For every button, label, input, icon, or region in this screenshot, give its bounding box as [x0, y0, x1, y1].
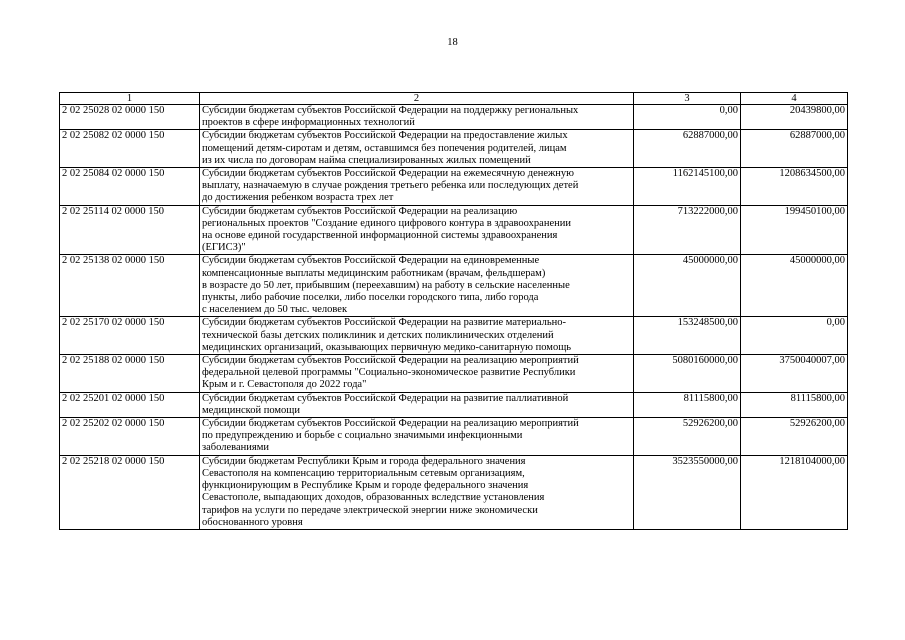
revenue-description [200, 392, 634, 417]
table-row [60, 168, 848, 206]
amount-col-3: 81115800,00 [634, 392, 741, 417]
amount-col-3: 62887000,00 [634, 130, 741, 168]
revenue-description [200, 455, 634, 529]
description-line: Субсидии бюджетам субъектов Российской Федерации на единовременные [202, 255, 540, 267]
amount-col-4: 20439800,00 [741, 105, 848, 130]
revenue-description [200, 418, 634, 456]
description-line: Субсидии бюджетам субъектов Российской Федерации на реализацию [202, 205, 518, 217]
page-number: 18 [447, 37, 458, 48]
description-line: Субсидии бюджетам субъектов Российской Федерации на реализацию мероприятий [202, 418, 579, 430]
amount-col-4: 0,00 [741, 317, 848, 355]
description-line: Субсидии бюджетам субъектов Российской Федерации на предоставление жилых [202, 130, 568, 142]
description-line: на основе единой государственной информационной системы здравоохранения [202, 230, 558, 242]
revenue-description [200, 168, 634, 206]
description-line: Субсидии бюджетам Республики Крым и города федерального значения [202, 455, 526, 467]
description-line: пункты, либо рабочие поселки, либо поселки городского типа, либо города [202, 292, 539, 304]
description-line: обоснованного уровня [202, 516, 303, 528]
column-header-3: 3 [634, 93, 741, 105]
description-line: по предупреждению и борьбе с социально значимыми инфекционными [202, 430, 523, 442]
amount-col-4: 81115800,00 [741, 392, 848, 417]
table-row [60, 455, 848, 529]
description-line: технической базы детских поликлиник и детских поликлинических отделений [202, 329, 554, 341]
amount-col-3: 3523550000,00 [634, 455, 741, 529]
classification-code: 2 02 25084 02 0000 150 [60, 168, 200, 206]
table-row [60, 255, 848, 317]
classification-code: 2 02 25188 02 0000 150 [60, 355, 200, 393]
description-line: компенсационные выплаты медицинским работникам (врачам, фельдшерам) [202, 267, 546, 279]
table-row [60, 205, 848, 255]
table-row [60, 418, 848, 456]
description-line: до достижения ребенком возраста трех лет [202, 192, 394, 204]
table-row [60, 130, 848, 168]
description-line: из их числа по договорам найма специализированных жилых помещений [202, 154, 531, 166]
revenue-description [200, 317, 634, 355]
table-row [60, 355, 848, 393]
budget-table [59, 92, 848, 530]
table-row [60, 392, 848, 417]
description-line: функционирующим в Республике Крым и городе федерального значения [202, 480, 529, 492]
description-line: тарифов на услуги по передаче электрической энергии ниже экономически [202, 504, 538, 516]
amount-col-3: 5080160000,00 [634, 355, 741, 393]
description-line: помещений детям-сиротам и детям, оставшимся без попечения родителей, лицам [202, 142, 567, 154]
classification-code: 2 02 25202 02 0000 150 [60, 418, 200, 456]
revenue-description [200, 105, 634, 130]
classification-code: 2 02 25218 02 0000 150 [60, 455, 200, 529]
description-line: медицинской помощи [202, 404, 300, 416]
description-line: Крым и г. Севастополя до 2022 года" [202, 379, 367, 391]
table-row [60, 105, 848, 130]
amount-col-3: 45000000,00 [634, 255, 741, 317]
column-header-1: 1 [60, 93, 200, 105]
description-line: региональных проектов "Создание единого цифрового контура в здравоохранении [202, 217, 571, 229]
classification-code: 2 02 25170 02 0000 150 [60, 317, 200, 355]
amount-col-3: 713222000,00 [634, 205, 741, 255]
amount-col-4: 199450100,00 [741, 205, 848, 255]
amount-col-3: 153248500,00 [634, 317, 741, 355]
column-header-4: 4 [741, 93, 848, 105]
amount-col-4: 1218104000,00 [741, 455, 848, 529]
classification-code: 2 02 25082 02 0000 150 [60, 130, 200, 168]
revenue-description [200, 130, 634, 168]
amount-col-4: 52926200,00 [741, 418, 848, 456]
revenue-description [200, 355, 634, 393]
amount-col-3: 0,00 [634, 105, 741, 130]
table-row [60, 317, 848, 355]
amount-col-4: 62887000,00 [741, 130, 848, 168]
description-line: заболеваниями [202, 442, 269, 454]
description-line: медицинских организаций, оказывающих первичную медико-санитарную помощь [202, 341, 572, 353]
amount-col-4: 1208634500,00 [741, 168, 848, 206]
description-line: проектов в сфере информационных технологий [202, 117, 415, 129]
amount-col-3: 52926200,00 [634, 418, 741, 456]
description-line: (ЕГИСЗ)" [202, 242, 246, 254]
description-line: Севастополе, выпадающих доходов, образованных вследствие установления [202, 492, 545, 504]
description-line: Субсидии бюджетам субъектов Российской Федерации на реализацию мероприятий [202, 355, 579, 367]
description-line: Севастополя на компенсацию территориальным сетевым организациям, [202, 467, 525, 479]
description-line: Субсидии бюджетам субъектов Российской Федерации на поддержку региональных [202, 105, 579, 116]
amount-col-4: 3750040007,00 [741, 355, 848, 393]
amount-col-3: 1162145100,00 [634, 168, 741, 206]
table-body [60, 105, 848, 530]
column-header-2: 2 [200, 93, 634, 105]
description-line: выплату, назначаемую в случае рождения третьего ребенка или последующих детей [202, 180, 579, 192]
description-line: в возрасте до 50 лет, прибывшим (переехавшим) на работу в сельские населенные [202, 279, 570, 291]
classification-code: 2 02 25028 02 0000 150 [60, 105, 200, 130]
description-line: федеральной целевой программы "Социально-экономическое развитие Республики [202, 367, 576, 379]
revenue-description [200, 255, 634, 317]
description-line: Субсидии бюджетам субъектов Российской Федерации на развитие паллиативной [202, 392, 569, 404]
amount-col-4: 45000000,00 [741, 255, 848, 317]
classification-code: 2 02 25138 02 0000 150 [60, 255, 200, 317]
revenue-description [200, 205, 634, 255]
classification-code: 2 02 25201 02 0000 150 [60, 392, 200, 417]
description-line: Субсидии бюджетам субъектов Российской Федерации на развитие материально- [202, 317, 566, 329]
description-line: Субсидии бюджетам субъектов Российской Федерации на ежемесячную денежную [202, 168, 575, 180]
description-line: с населением до 50 тыс. человек [202, 304, 348, 316]
classification-code: 2 02 25114 02 0000 150 [60, 205, 200, 255]
header-row [60, 93, 848, 105]
